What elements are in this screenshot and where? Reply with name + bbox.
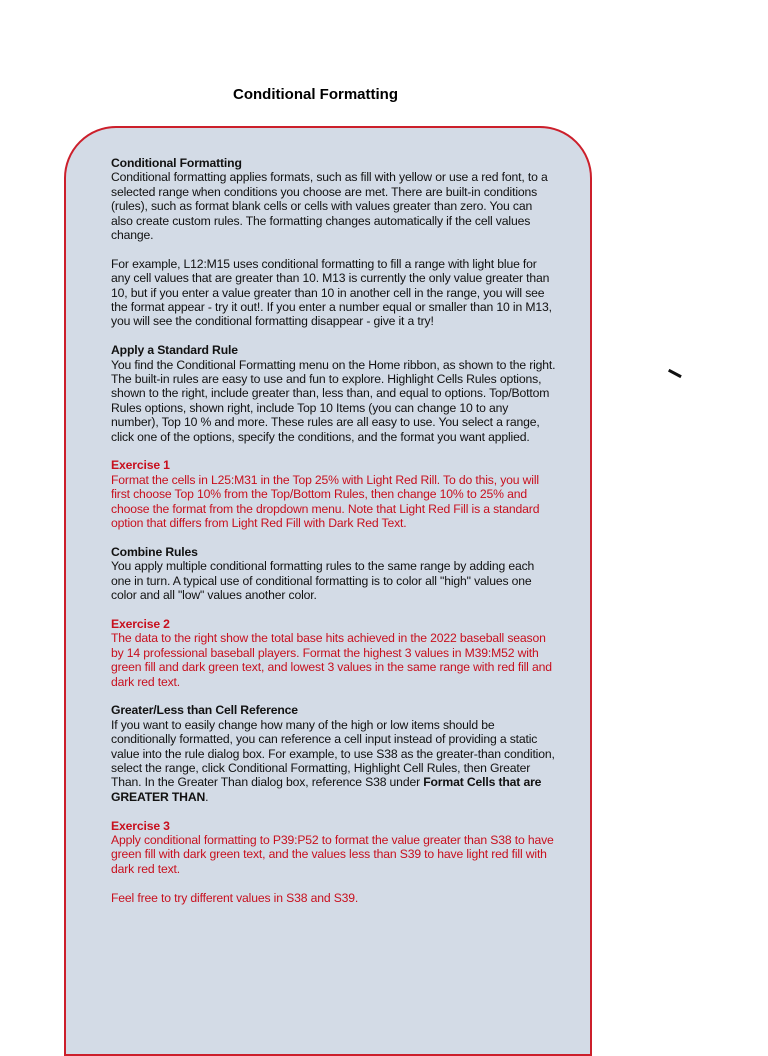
standard-rule-section: [111, 343, 556, 444]
standard-rule-heading: Apply a Standard Rule: [111, 343, 238, 358]
exercise-1-section: [111, 458, 556, 530]
combine-rules-body: You apply multiple conditional formatting rules to the same range by adding each one in turn. A typical use of conditional formatting is to color all "high" values one color and all "low" values another color.: [111, 559, 535, 603]
exercise-2-section: [111, 617, 556, 689]
page-title: Conditional Formatting: [233, 86, 398, 103]
combine-rules-heading: Combine Rules: [111, 544, 198, 559]
cell-reference-bold-text: Format Cells that are GREATER THAN: [111, 775, 542, 804]
example-body: For example, L12:M15 uses conditional formatting to fill a range with light blue for any cell values that are greater than 10. M13 is currently the only value greater than 10, but if you enter a value greater than 10 in another cell in the range, you will see the format appear - try it out!. If you enter a number equal or smaller than 10 in M13, you will see the conditional formatting disappear - give it a try!: [111, 256, 552, 329]
intro-heading: Conditional Formatting: [111, 156, 242, 170]
combine-rules-section: [111, 545, 556, 603]
exercise-2-body: The data to the right show the total base hits achieved in the 2022 baseball season by 14 professional baseball players. Format the highest 3 values in M39:M52 with green fill and dark green text, and lowest 3 values in the same range with red fill and dark red text.: [111, 631, 552, 689]
instructions-panel: [64, 126, 592, 1056]
cell-reference-text: If you want to easily change how many of the high or low items should be conditionally formatted, you can reference a cell input instead of providing a static value into the rule dialog box. For example, to use S38 as the greater-than condition, select the range, click Conditional Formatting, Highlight Cell Rules, then Greater Than. In the Greater Than dialog box, reference S38 under: [111, 717, 555, 790]
standard-rule-body: You find the Conditional Formatting menu on the Home ribbon, as shown to the right. The built-in rules are easy to use and fun to explore. Highlight Cells Rules options, shown to the right, include greater than, less than, and equal to options. Top/Bottom Rules options, shown right, include Top 10 Items (you can change 10 to any number), Top 10 % and more. These rules are all easy to use. You select a range, click one of the options, specify the conditions, and the format you want applied.: [111, 357, 556, 444]
exercise-3-heading: Exercise 3: [111, 818, 170, 833]
cell-reference-body: [111, 718, 556, 804]
intro-section: [111, 156, 556, 242]
exercise-3-body: Apply conditional formatting to P39:P52 to format the value greater than S38 to have green fill with dark green text, and the values less than S39 to have light red fill with dark red text.: [111, 832, 554, 876]
intro-body: Conditional formatting applies formats, such as fill with yellow or use a red font, to a selected range when conditions you choose are met. There are built-in conditions (rules), such as format blank cells or cells with values greater than zero. You can also create custom rules. The formatting changes automatically if the cell values change.: [111, 170, 548, 243]
cell-reference-section: [111, 703, 556, 804]
exercise-2-heading: Exercise 2: [111, 616, 170, 631]
exercise-1-body: Format the cells in L25:M31 in the Top 25% with Light Red Rill. To do this, you will first choose Top 10% from the Top/Bottom Rules, then change 10% to 25% and choose the format from the dropdown menu. Note that Light Red Fill is a standard option that differs from Light Red Fill with Dark Red Text.: [111, 472, 540, 531]
exercise-1-heading: Exercise 1: [111, 458, 170, 473]
cell-reference-heading: Greater/Less than Cell Reference: [111, 703, 298, 718]
instructions-content: [111, 156, 556, 919]
cell-reference-end: .: [205, 789, 209, 804]
exercise-3-section: [111, 819, 556, 877]
stray-line-mark: [668, 369, 682, 378]
closing-section: [111, 891, 556, 905]
closing-body: Feel free to try different values in S38 and S39.: [111, 890, 359, 905]
example-section: [111, 257, 556, 329]
